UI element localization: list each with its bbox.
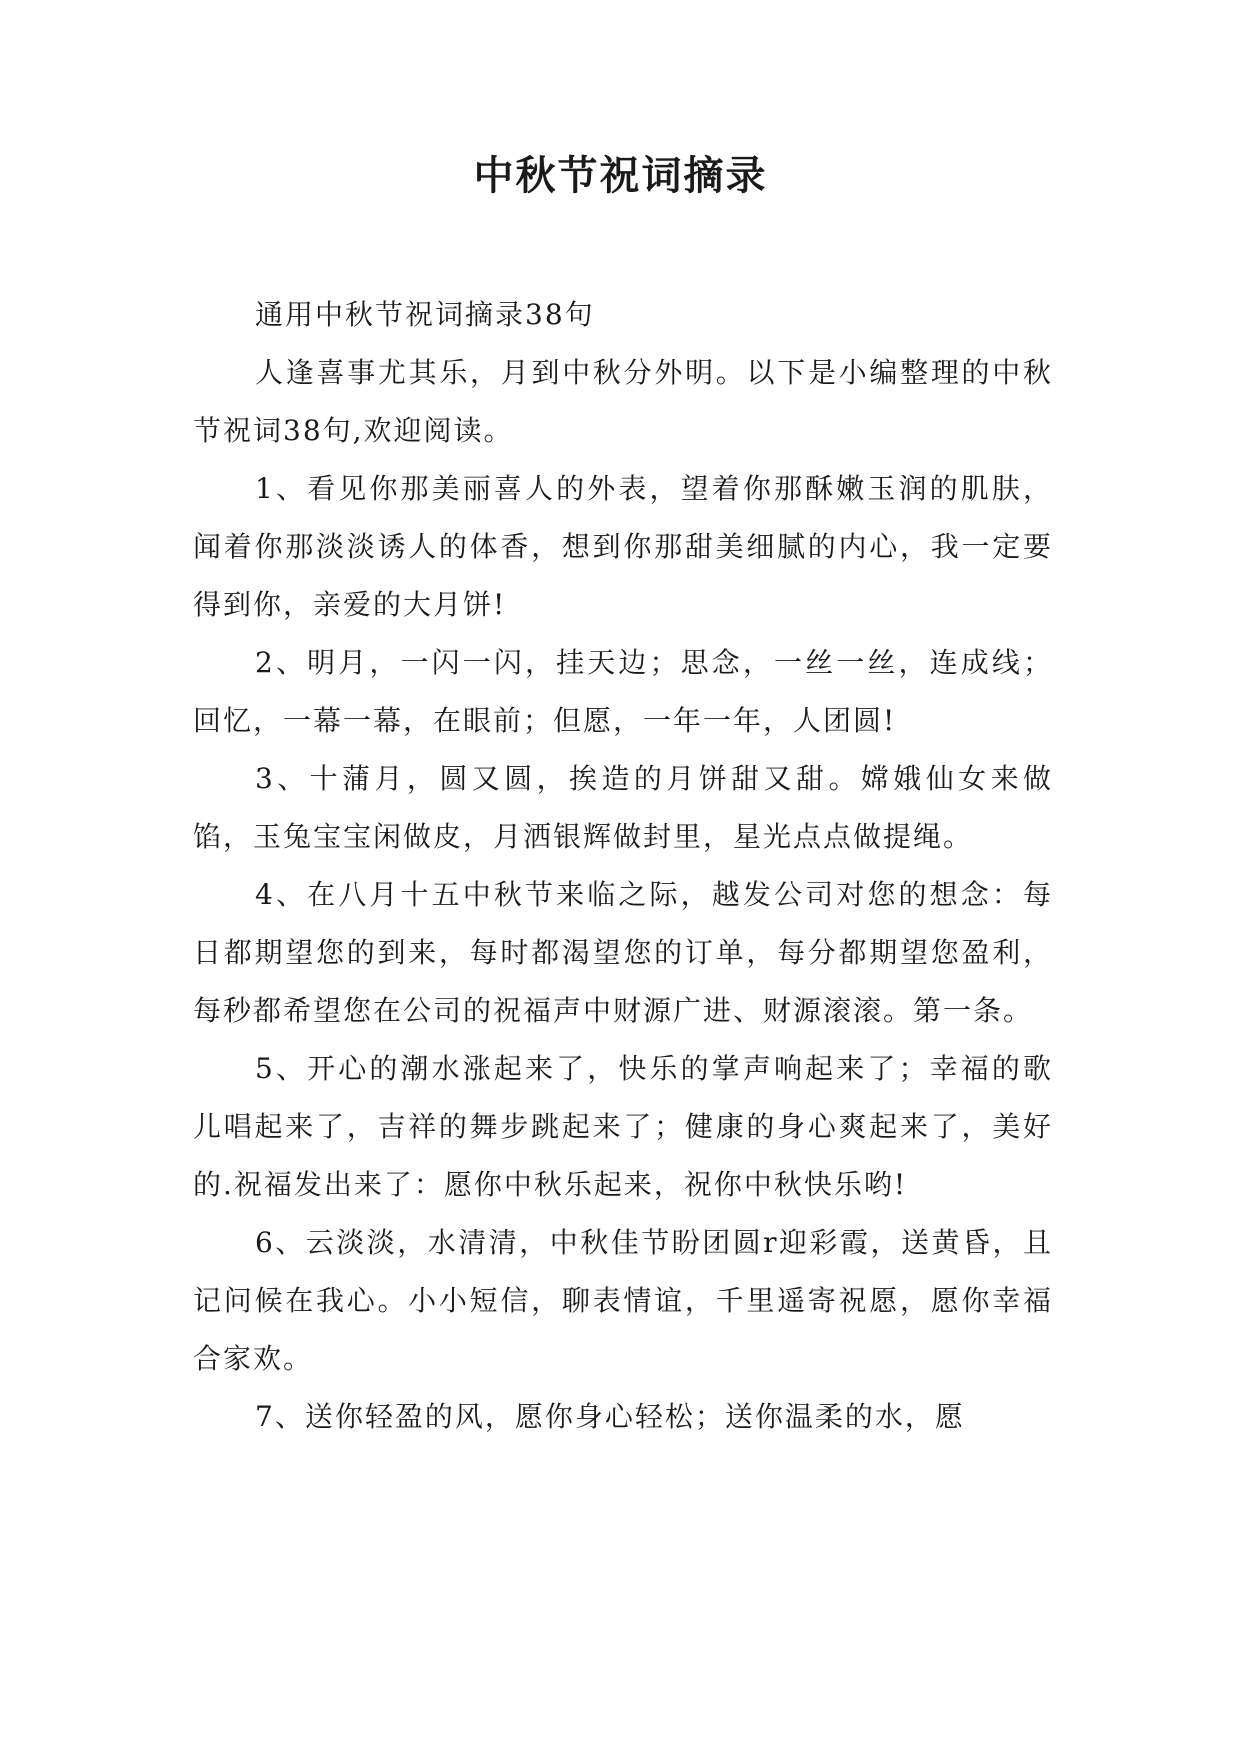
document-body	[193, 286, 1053, 1446]
paragraph-4: 4、在八月十五中秋节来临之际，越发公司对您的想念：每日都期望您的到来，每时都渴望您的订单，每分都期望您盈利，每秒都希望您在公司的祝福声中财源广进、财源滚滚。第一条。	[193, 878, 1053, 1027]
paragraph-7: 7、送你轻盈的风，愿你身心轻松；送你温柔的水，愿	[255, 1400, 965, 1433]
paragraph-3: 3、十蒲月，圆又圆，挨造的月饼甜又甜。嫦娥仙女来做馅，玉兔宝宝闲做皮，月洒银辉做封里，星光点点做提绳。	[193, 762, 1053, 853]
document-title: 中秋节祝词摘录	[473, 152, 768, 199]
paragraph-5: 5、开心的潮水涨起来了，快乐的掌声响起来了；幸福的歌儿唱起来了，吉祥的舞步跳起来了；健康的身心爽起来了，美好的.祝福发出来了：愿你中秋乐起来，祝你中秋快乐哟!	[193, 1052, 1053, 1201]
paragraph-6: 6、云淡淡，水清清，中秋佳节盼团圆r迎彩霞，送黄昏，且记问候在我心。小小短信，聊表情谊，千里遥寄祝愿，愿你幸福合家欢。	[193, 1226, 1053, 1375]
document-subtitle: 通用中秋节祝词摘录38句	[255, 298, 595, 331]
paragraph-1: 1、看见你那美丽喜人的外表，望着你那酥嫩玉润的肌肤，闻着你那淡淡诱人的体香，想到你那甜美细腻的内心，我一定要得到你，亲爱的大月饼!	[193, 472, 1053, 621]
paragraph-2: 2、明月，一闪一闪，挂天边；思念，一丝一丝，连成线；回忆，一幕一幕，在眼前；但愿，一年一年，人团圆!	[193, 646, 1053, 737]
paragraph-intro: 人逢喜事尤其乐，月到中秋分外明。以下是小编整理的中秋节祝词38句,欢迎阅读。	[193, 356, 1053, 447]
